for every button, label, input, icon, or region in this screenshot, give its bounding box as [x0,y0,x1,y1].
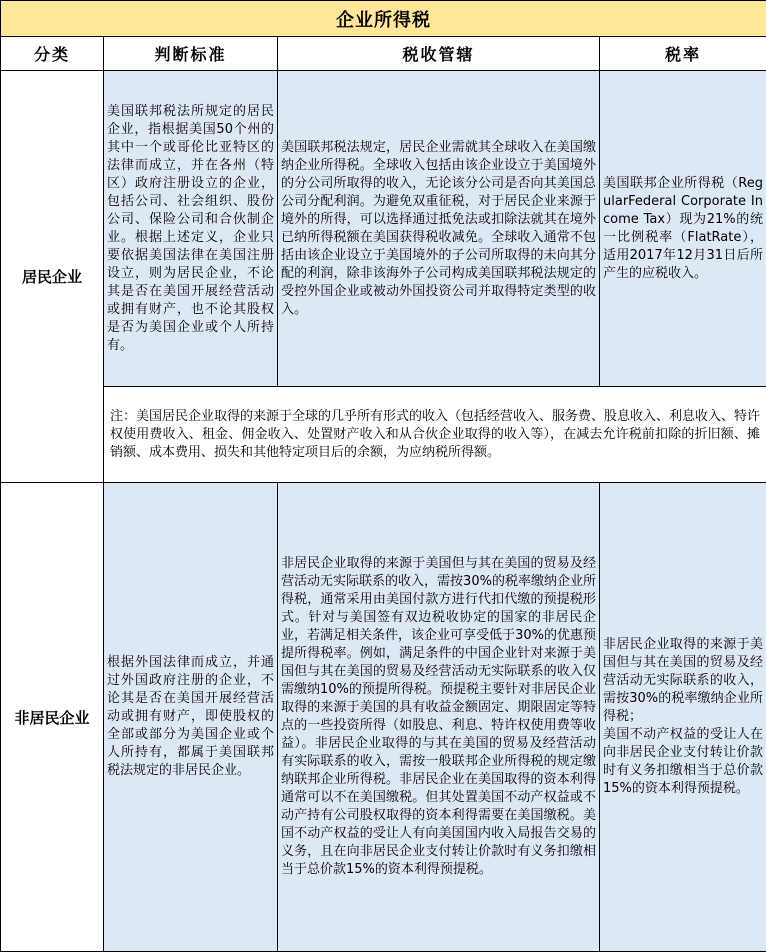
header-criteria: 判断标准 [104,37,278,71]
header-jurisdiction: 税收管辖 [278,37,600,71]
nonresident-rate-real-property: 美国不动产权益的受让人在向非居民企业支付转让价款时有义务扣缴相当于总价款15%的资本利得预提税。 [603,726,763,798]
resident-jurisdiction: 美国联邦税法规定，居民企业需就其全球收入在美国缴纳企业所得税。全球收入包括由该企业设立于美国境外的分公司所取得的收入，无论该分公司是否向其美国总公司分配利润。为避免双重征税，对于居民企业来源于境外的所得，可以选择通过抵免法或扣除法就其在境外已纳所得税额在美国获得税收减免。全球收入通常不包括由该企业设立于美国境外的子公司所取得的未向其分配的利润，除非该海外子公司构成美国联邦税法规定的受控外国企业或被动外国投资公司并取得特定类型的收入。 [278,71,600,387]
nonresident-jurisdiction: 非居民企业取得的来源于美国但与其在美国的贸易及经营活动无实际联系的收入，需按30%的税率缴纳企业所得税，通常采用由美国付款方进行代扣代缴的预提税形式。针对与美国签有双边税收协定的国家的非居民企业，若满足相关条件，该企业可享受低于30%的优惠预提所得税率。例如，满足条件的中国企业针对来源于美国但与其在美国的贸易及经营活动无实际联系的收入仅需缴纳10%的预提所得税。预提税主要针对非居民企业取得的来源于美国的具有收益金额固定、期限固定等特点的一些投资所得（如股息、利息、特许权使用费等收益）。非居民企业取得的与其在美国的贸易及经营活动有实际联系的收入，需按一般联邦企业所得税的规定缴纳联邦企业所得税。非居民企业在美国取得的资本利得通常可以不在美国缴税。但其处置美国不动产权益或不动产持有公司股权取得的资本利得需要在美国缴税。美国不动产权益的受让人有向美国国内收入局报告交易的义务，且在向非居民企业支付转让价款时有义务扣缴相当于总价款15%的资本利得预提税。 [278,483,600,952]
nonresident-category: 非居民企业 [1,483,104,952]
resident-rate: 美国联邦企业所得税（RegularFederal Corporate Income Tax）现为21%的统一比例税率（FlatRate），适用2017年12月31日后所产生的应税收入。 [600,71,766,387]
resident-category: 居民企业 [1,71,104,483]
resident-criteria: 美国联邦税法所规定的居民企业，指根据美国50个州的其中一个或哥伦比亚特区的法律而成立，并在各州（特区）政府注册设立的企业，包括公司、社会组织、股份公司、保险公司和合伙制企业。根据上述定义，企业只要依据美国法律在美国注册设立，则为居民企业，不论其是否在美国开展经营活动或拥有财产，也不论其股权是否为美国企业或个人所持有。 [104,71,278,387]
header-category: 分类 [1,37,104,71]
header-rate: 税率 [600,37,766,71]
nonresident-rate [600,483,766,952]
table-title: 企业所得税 [1,1,766,37]
nonresident-criteria: 根据外国法律而成立，并通过外国政府注册的企业，不论其是否在美国开展经营活动或拥有财产，即使股权的全部或部分为美国企业或个人所持有，都属于美国联邦税法规定的非居民企业。 [104,483,278,952]
resident-note: 注：美国居民企业取得的来源于全球的几乎所有形式的收入（包括经营收入、服务费、股息收入、利息收入、特许权使用费收入、租金、佣金收入、处置财产收入和从合伙企业取得的收入等），在减去允许税前扣除的折旧额、摊销额、成本费用、损失和其他特定项目后的余额，为应纳税所得额。 [104,387,766,483]
nonresident-rate-withholding: 非居民企业取得的来源于美国但与其在美国的贸易及经营活动无实际联系的收入，需按30%的税率缴纳企业所得税； [603,636,763,726]
